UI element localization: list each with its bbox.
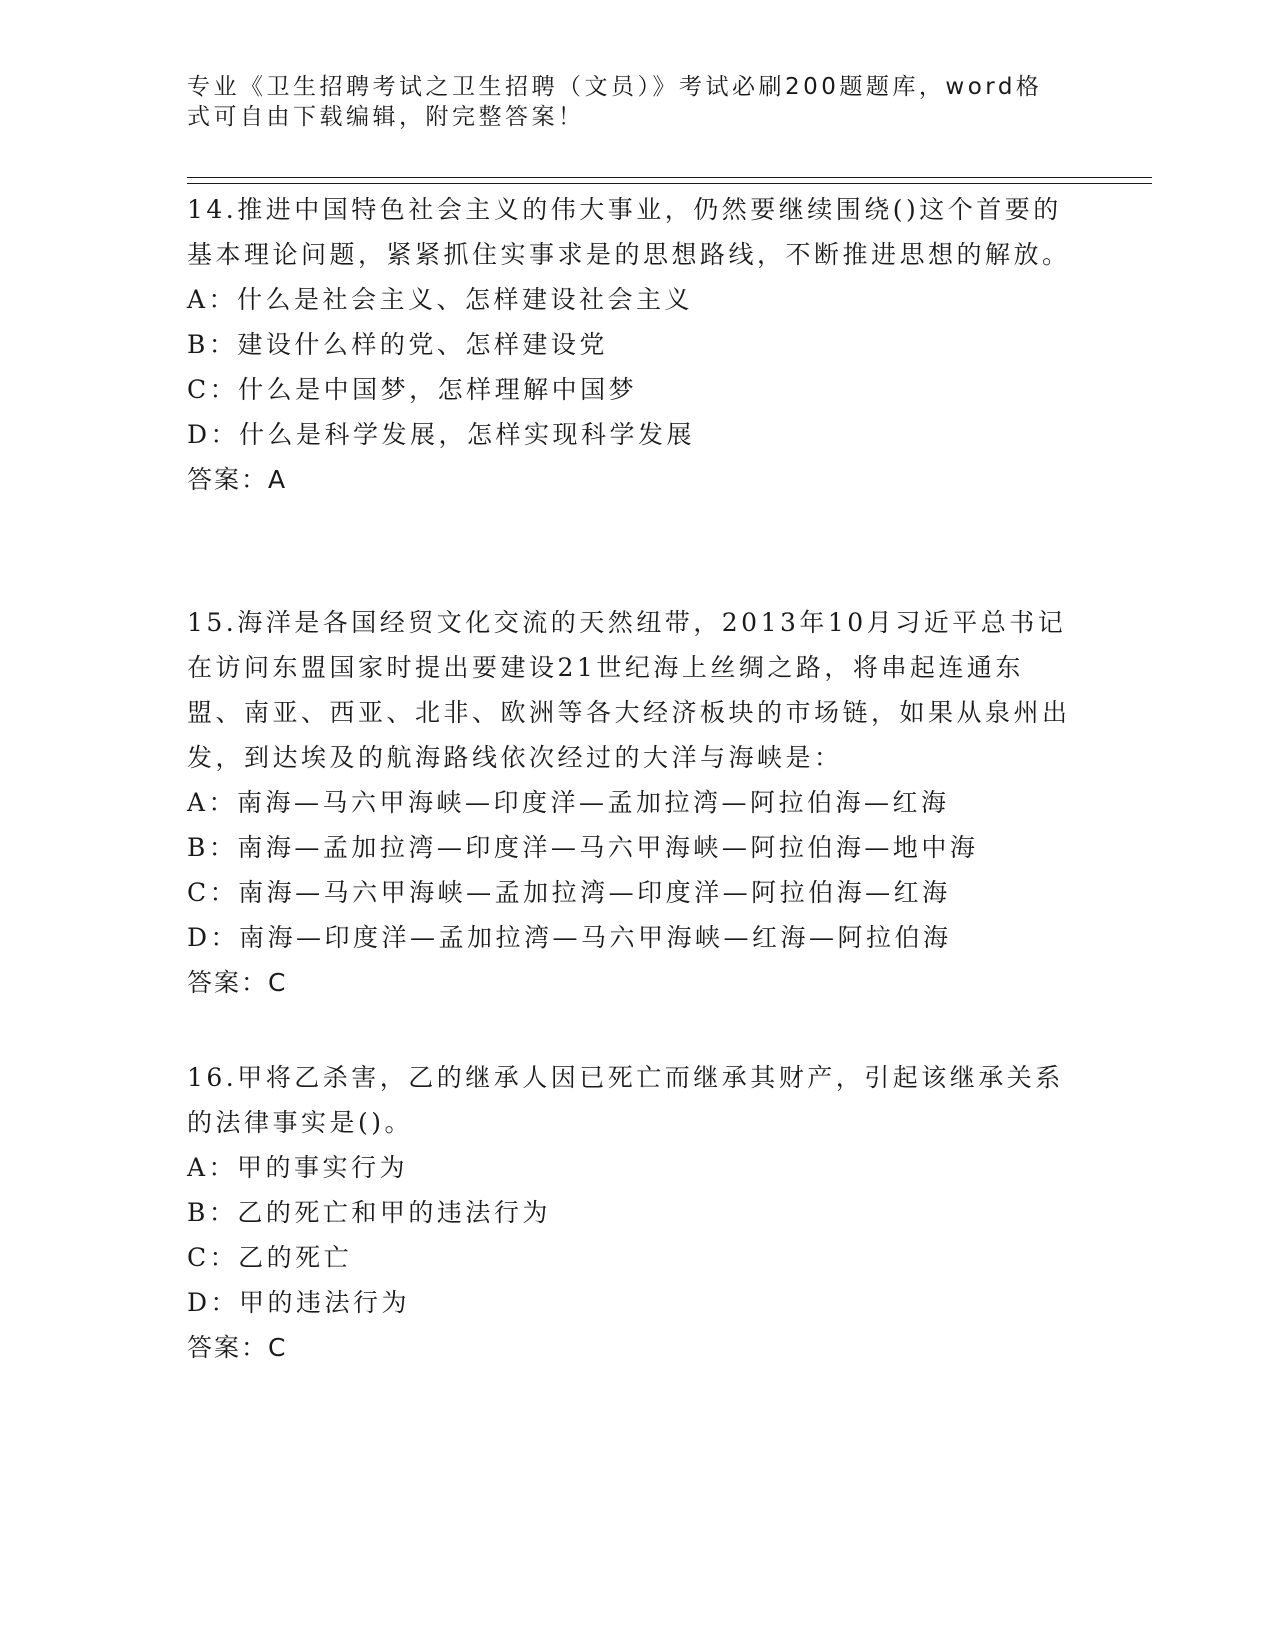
option-d: D：南海—印度洋—孟加拉湾—马六甲海峡—红海—阿拉伯海 <box>187 923 952 952</box>
option-d: D：什么是科学发展，怎样实现科学发展 <box>187 420 696 449</box>
document-header: 专业《卫生招聘考试之卫生招聘（文员）》考试必刷200题题库，word格式可自由下载编辑，附完整答案！ <box>187 74 1043 130</box>
option-b: B：建设什么样的党、怎样建设党 <box>187 330 608 359</box>
question-stem: 14.推进中国特色社会主义的伟大事业，仍然要继续围绕()这个首要的基本理论问题，紧紧抓住实事求是的思想路线，不断推进思想的解放。 <box>187 195 1071 269</box>
question-15 <box>187 600 1077 1005</box>
header-divider-top <box>187 177 1152 178</box>
option-b: B：乙的死亡和甲的违法行为 <box>187 1198 551 1227</box>
option-c: C：乙的死亡 <box>187 1243 353 1272</box>
answer-line: 答案：A <box>187 465 288 494</box>
answer-line: 答案：C <box>187 1333 288 1362</box>
question-stem: 15.海洋是各国经贸文化交流的天然纽带，2013年10月习近平总书记在访问东盟国家时提出要建设21世纪海上丝绸之路，将串起连通东盟、南亚、西亚、北非、欧洲等各大经济板块的市场链，如果从泉州出发，到达埃及的航海路线依次经过的大洋与海峡是： <box>187 608 1071 772</box>
option-c: C：南海—马六甲海峡—孟加拉湾—印度洋—阿拉伯海—红海 <box>187 878 951 907</box>
option-d: D：甲的违法行为 <box>187 1288 411 1317</box>
option-a: A：甲的事实行为 <box>187 1153 409 1182</box>
option-a: A：南海—马六甲海峡—印度洋—孟加拉湾—阿拉伯海—红海 <box>187 788 950 817</box>
answer-line: 答案：C <box>187 968 288 997</box>
question-16 <box>187 1055 1077 1370</box>
question-stem: 16.甲将乙杀害，乙的继承人因已死亡而继承其财产，引起该继承关系的法律事实是()。 <box>187 1063 1064 1137</box>
option-b: B：南海—孟加拉湾—印度洋—马六甲海峡—阿拉伯海—地中海 <box>187 833 979 862</box>
header-divider-bottom <box>187 183 1152 184</box>
question-14 <box>187 187 1077 502</box>
option-c: C：什么是中国梦，怎样理解中国梦 <box>187 375 638 404</box>
option-a: A：什么是社会主义、怎样建设社会主义 <box>187 285 694 314</box>
